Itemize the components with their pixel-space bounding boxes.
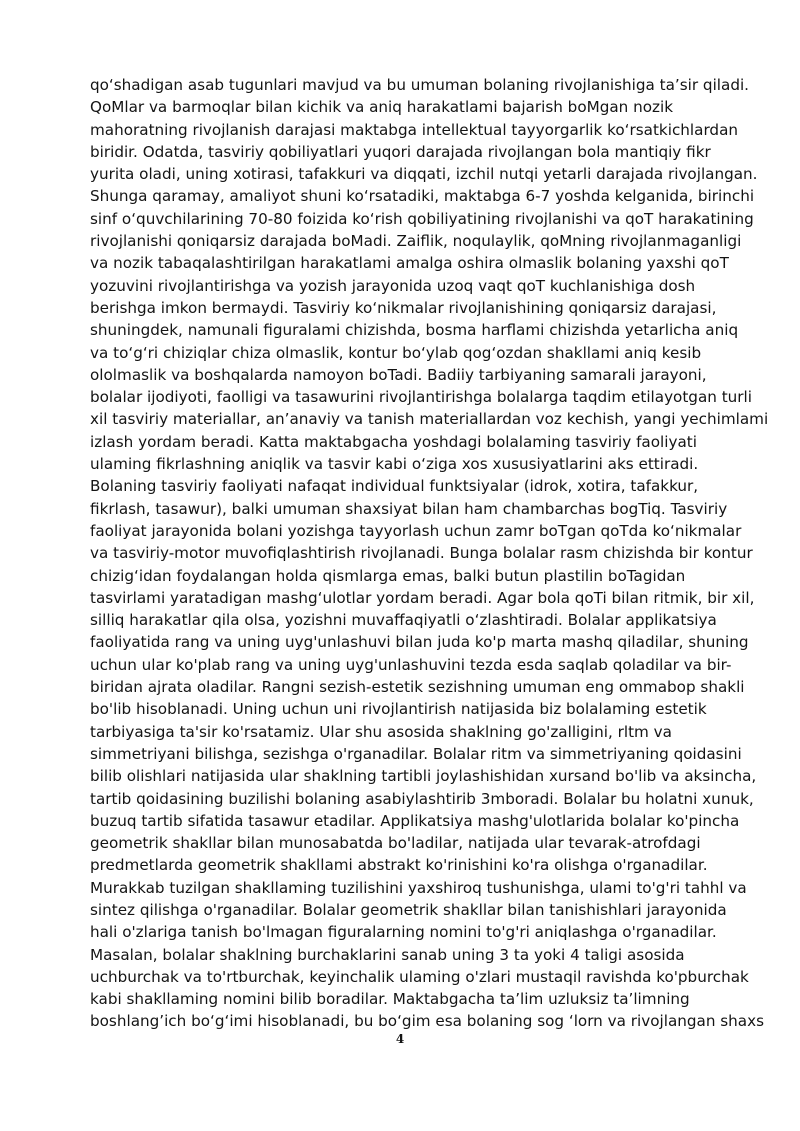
text-line: faoliyatida rang va uning uyg'unlashuvi bilan juda ko'p marta mashq qiladilar, shuning — [90, 633, 749, 652]
text-line: biridan ajrata oladilar. Rangni sezish-estetik sezishning umuman eng ommabop shakli — [90, 678, 745, 697]
text-line: mahoratning rivojlanish darajasi maktabga intellektual tayyorgarlik ko‘rsatkichlardan — [90, 120, 738, 139]
text-line: bo'lib hisoblanadi. Uning uchun uni rivojlantirish natijasida biz bolalaming estetik — [90, 700, 707, 719]
text-line: yurita oladi, uning xotirasi, tafakkuri va diqqati, izchil nutqi yetarli darajada rivojlangan. — [90, 165, 758, 184]
text-line: faoliyat jarayonida bolani yozishga tayyorlash uchun zamr boTgan qoTda ko‘nikmalar — [90, 521, 742, 540]
text-line: izlash yordam beradi. Katta maktabgacha yoshdagi bolalaming tasviriy faoliyati — [90, 432, 697, 451]
text-line: predmetlarda geometrik shakllami abstrakt ko'rinishini ko'ra olishga o'rganadilar. — [90, 856, 708, 875]
text-line: uchburchak va to'rtburchak, keyinchalik ulaming o'zlari mustaqil ravishda ko'pburchak — [90, 967, 749, 986]
page-number: 4 — [395, 1032, 405, 1046]
text-line: rivojlanishi qoniqarsiz darajada boMadi. Zaiflik, noqulaylik, qoMning rivojlanmaganligi — [90, 232, 742, 251]
text-line: sinf o‘quvchilarining 70-80 foizida ko‘rish qobiliyatining rivojlanishi va qoT harakatining — [90, 209, 754, 228]
text-line: Masalan, bolalar shaklning burchaklarini sanab uning 3 ta yoki 4 taligi asosida — [90, 945, 685, 964]
text-line: buzuq tartib sifatida tasawur etadilar. Applikatsiya mashg'ulotlarida bolalar ko'pincha — [90, 811, 740, 830]
text-line: chizig‘idan foydalangan holda qismlarga emas, balki butun plastilin boTagidan — [90, 566, 686, 585]
text-line: fikrlash, tasawur), balki umuman shaxsiyat bilan ham chambarchas bogTiq. Tasviriy — [90, 499, 728, 518]
text-line: ololmaslik va boshqalarda namoyon boTadi. Badiiy tarbiyaning samarali jarayoni, — [90, 365, 707, 384]
text-line: Bolaning tasviriy faoliyati nafaqat individual funktsiyalar (idrok, xotira, tafakkur, — [90, 477, 699, 496]
text-line: boshlang’ich bo‘g‘imi hisoblanadi, bu bo‘gim esa bolaning sog ‘lorn va rivojlangan shaxs — [90, 1012, 765, 1031]
text-line: geometrik shakllar bilan munosabatda bo'ladilar, natijada ular tevarak-atrofdagi — [90, 834, 701, 853]
text-line: berishga imkon bermaydi. Tasviriy ko‘nikmalar rivojlanishining qoniqarsiz darajasi, — [90, 298, 717, 317]
text-line: silliq harakatlar qila olsa, yozishni muvaffaqiyatli o‘zlashtiradi. Bolalar applikatsiya — [90, 611, 717, 630]
text-line: qo‘shadigan asab tugunlari mavjud va bu umuman bolaning rivojlanishiga ta’sir qiladi. — [90, 76, 750, 94]
text-line: ulaming fikrlashning aniqlik va tasvir kabi o‘ziga xos xususiyatlarini aks ettiradi. — [90, 455, 699, 474]
text-line: uchun ular ko'plab rang va uning uyg'unlashuvini tezda esda saqlab qoladilar va bir- — [90, 655, 732, 674]
text-line: yozuvini rivojlantirishga va yozish jarayonida uzoq vaqt qoT kuchlanishiga dosh — [90, 276, 696, 295]
text-line: va tasviriy-motor muvofiqlashtirish rivojlanadi. Bunga bolalar rasm chizishda bir kontur — [90, 544, 753, 563]
text-line: sintez qilishga o'rganadilar. Bolalar geometrik shakllar bilan tanishishlari jarayonida — [90, 900, 727, 919]
text-line: xil tasviriy materiallar, an’anaviy va tanish materiallardan voz kechish, yangi yechimlami — [90, 410, 769, 429]
text-line: kabi shakllaming nomini bilib boradilar. Maktabgacha ta’lim uzluksiz ta’limning — [90, 990, 690, 1009]
text-line: va to‘g‘ri chiziqlar chiza olmaslik, kontur bo‘ylab qog‘ozdan shakllami aniq kesib — [90, 343, 702, 362]
body-text — [90, 74, 780, 1033]
text-line: QoMlar va barmoqlar bilan kichik va aniq harakatlami bajarish boMgan nozik — [90, 98, 674, 117]
text-line: bilib olishlari natijasida ular shaklning tartibli joylashishidan xursand bo'lib va aksincha, — [90, 767, 757, 786]
text-line: Shunga qaramay, amaliyot shuni ko‘rsatadiki, maktabga 6-7 yoshda kelganida, birinchi — [90, 187, 755, 206]
text-line: hali o'zlariga tanish bo'lmagan figuralarning nomini to'g'ri aniqlashga o'rganadilar. — [90, 923, 717, 942]
text-line: tarbiyasiga ta'sir ko'rsatamiz. Ular shu asosida shaklning go'zalligini, rltm va — [90, 722, 672, 741]
text-line: biridir. Odatda, tasviriy qobiliyatlari yuqori darajada rivojlangan bola mantiqiy fikr — [90, 142, 711, 161]
text-line: tasvirlami yaratadigan mashg‘ulotlar yordam beradi. Agar bola qoTi bilan ritmik, bir xil, — [90, 588, 755, 607]
text-line: va nozik tabaqalashtirilgan harakatlami amalga oshira olmaslik bolaning yaxshi qoT — [90, 254, 729, 273]
text-line: bolalar ijodiyoti, faolligi va tasawurini rivojlantirishga bolalarga taqdim etilayotgan turli — [90, 388, 752, 407]
text-line: Murakkab tuzilgan shakllaming tuzilishini yaxshiroq tushunishga, ulami to'g'ri tahhl va — [90, 878, 747, 897]
text-line: simmetriyani bilishga, sezishga o'rganadilar. Bolalar ritm va simmetriyaning qoidasini — [90, 744, 742, 763]
text-line: shuningdek, namunali figuralami chizishda, bosma harflami chizishda yetarlicha aniq — [90, 321, 739, 340]
text-line: tartib qoidasining buzilishi bolaning asabiylashtirib 3mboradi. Bolalar bu holatni xunuk, — [90, 789, 754, 808]
